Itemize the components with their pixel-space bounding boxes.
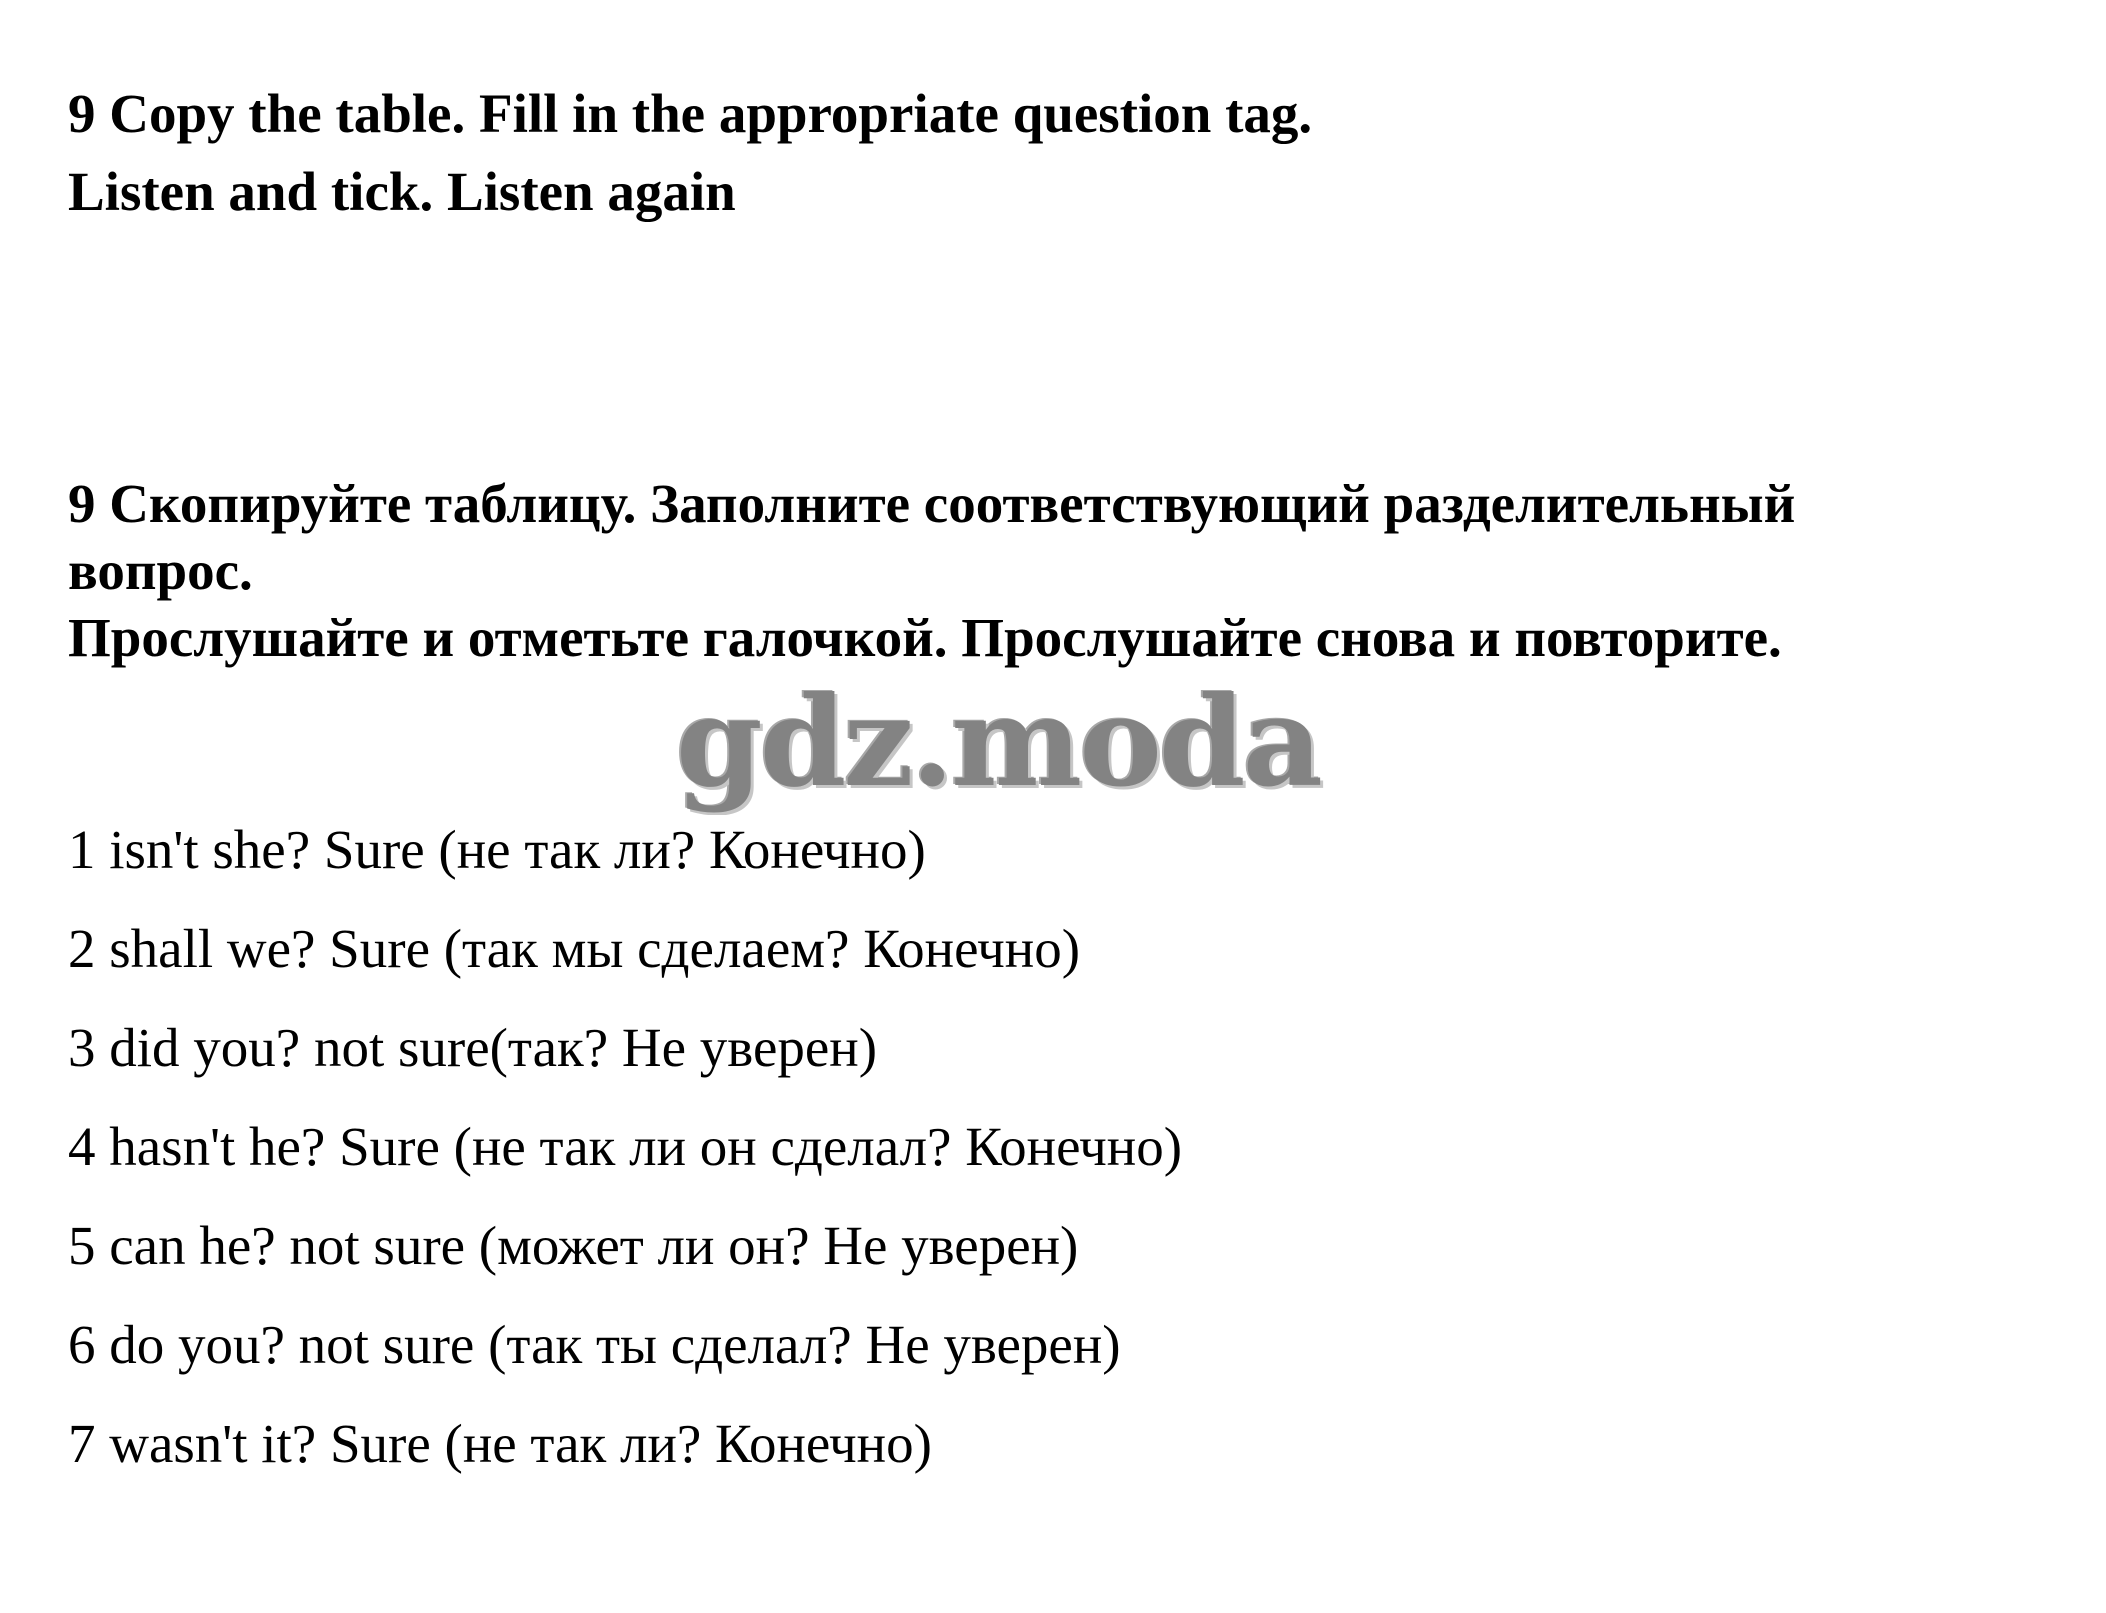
exercise-title-english: [68, 75, 1312, 231]
answer-item: 4 hasn't he? Sure (не так ли он сделал? Конечно): [68, 1116, 1183, 1177]
answer-item: 2 shall we? Sure (так мы сделаем? Конечно): [68, 918, 1081, 979]
answer-item: 1 isn't she? Sure (не так ли? Конечно): [68, 819, 926, 880]
exercise-title-line-1: 9 Copy the table. Fill in the appropriate question tag.: [68, 83, 1313, 144]
answer-item: 3 did you? not sure(так? Не уверен): [68, 1017, 878, 1078]
exercise-title-line-2: Listen and tick. Listen again: [68, 161, 736, 222]
answer-list: [68, 800, 1182, 1493]
exercise-title-ru-line-1: 9 Скопируйте таблицу. Заполните соответствующий разделительный: [68, 473, 1796, 534]
exercise-title-ru-line-2: вопрос.: [68, 540, 253, 601]
answer-item: 5 can he? not sure (может ли он? Не уверен): [68, 1215, 1079, 1276]
exercise-title-ru-line-3: Прослушайте и отметьте галочкой. Прослушайте снова и повторите.: [68, 607, 1782, 668]
answer-item: 6 do you? not sure (так ты сделал? Не уверен): [68, 1314, 1121, 1375]
answer-item: 7 wasn't it? Sure (не так ли? Конечно): [68, 1413, 932, 1474]
watermark-logo: gdz.moda: [676, 670, 1320, 815]
exercise-title-russian: [68, 470, 1795, 671]
